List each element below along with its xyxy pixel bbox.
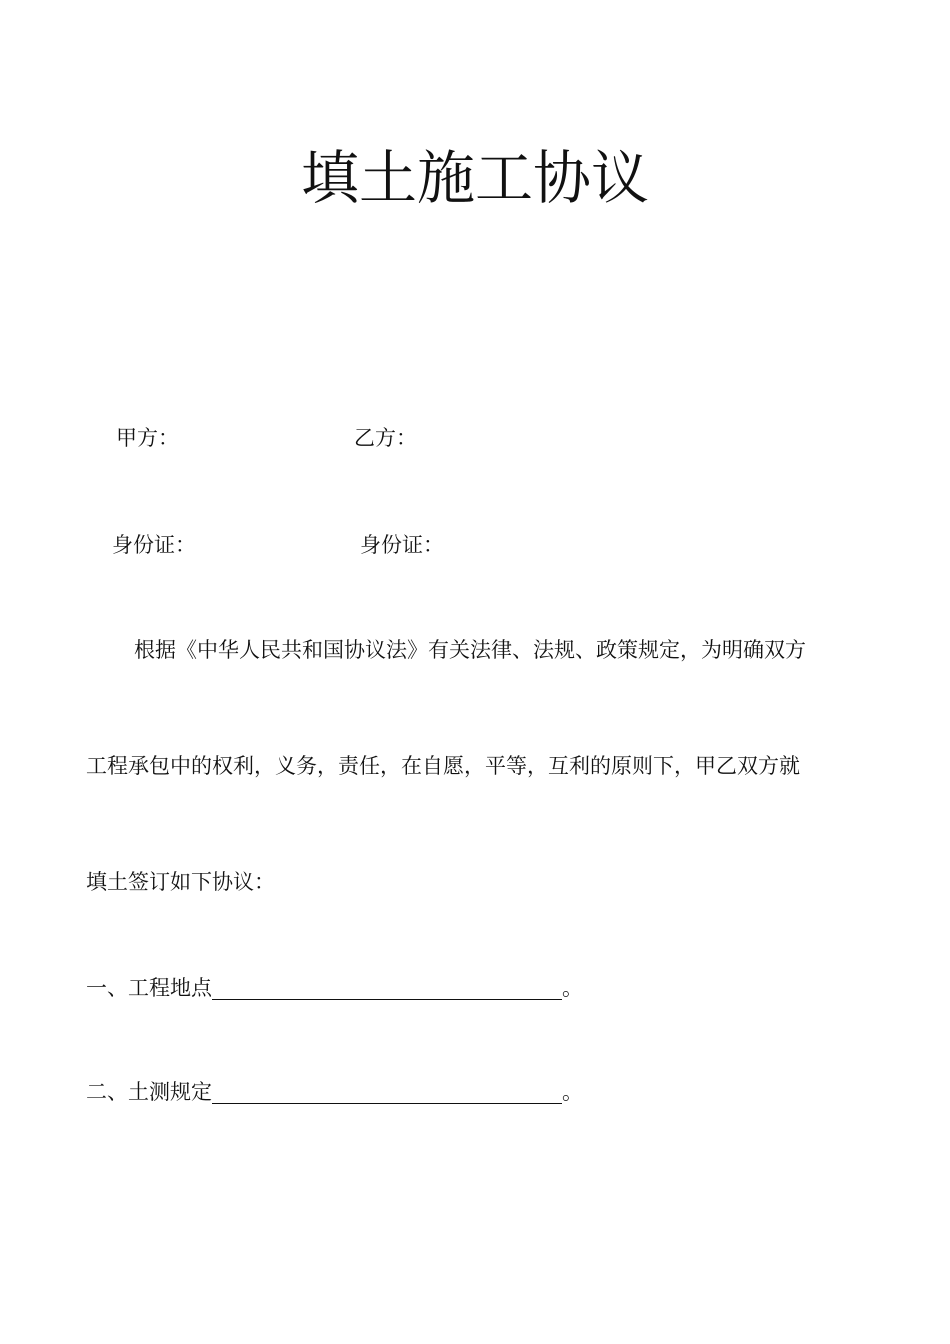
party-a-label: 甲方： bbox=[116, 426, 179, 450]
intro-paragraph-line-2: 工程承包中的权利，义务，责任，在自愿，平等，互利的原则下，甲乙双方就 bbox=[86, 754, 800, 778]
clause-label: 一、工程地点 bbox=[86, 976, 212, 1000]
document-title: 填土施工协议 bbox=[300, 144, 649, 212]
clause-end-mark: 。 bbox=[562, 1080, 583, 1104]
party-b-id-label: 身份证： bbox=[360, 533, 444, 557]
fill-in-blank-line bbox=[212, 977, 562, 1000]
intro-paragraph-line-1: 根据《中华人民共和国协议法》有关法律、法规、政策规定，为明确双方 bbox=[134, 638, 806, 662]
clause-project-location bbox=[86, 974, 583, 1002]
intro-paragraph-line-3: 填土签订如下协议： bbox=[86, 870, 275, 894]
fill-in-blank-line bbox=[212, 1081, 562, 1104]
clause-soil-testing bbox=[86, 1078, 583, 1106]
clause-label: 二、土测规定 bbox=[86, 1080, 212, 1104]
clause-end-mark: 。 bbox=[562, 976, 583, 1000]
party-a-id-label: 身份证： bbox=[112, 533, 196, 557]
party-b-label: 乙方： bbox=[354, 426, 417, 450]
